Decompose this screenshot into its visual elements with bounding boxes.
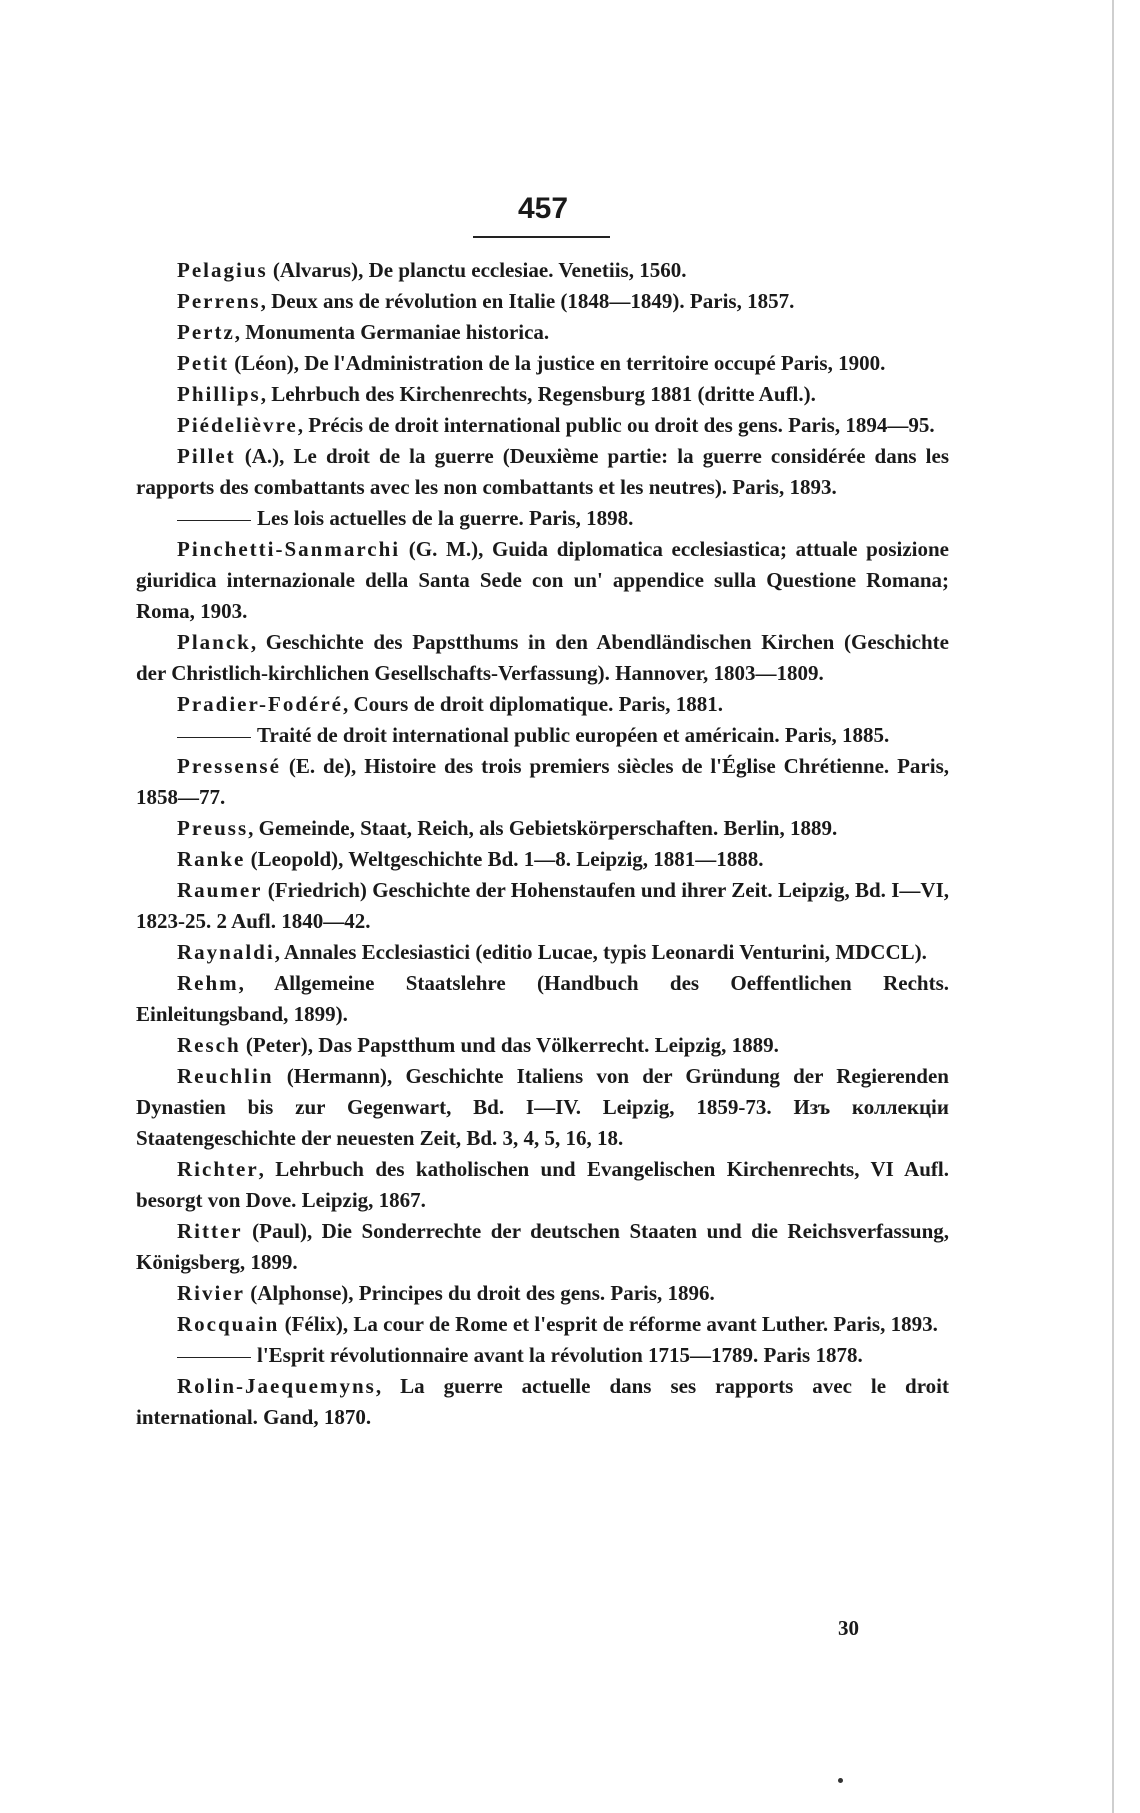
entry-author: Pressensé <box>177 754 281 778</box>
bibliography-entry <box>136 1154 949 1216</box>
bibliography-entry <box>136 348 949 379</box>
bibliography-entry <box>136 875 949 937</box>
entry-text: (Leopold), Weltgeschichte Bd. 1—8. Leipzig, 1881—1888. <box>245 847 764 871</box>
entry-author: Richter <box>177 1157 259 1181</box>
entry-author: Rocquain <box>177 1312 280 1336</box>
entry-author: Preuss <box>177 816 249 840</box>
entry-author: Pradier-Fodéré <box>177 692 343 716</box>
entry-text: (Friedrich) Geschichte der Hohenstaufen und ihrer Zeit. Leipzig, Bd. I—VI, 1823-25. 2 Aufl. 1840—42. <box>136 878 949 933</box>
bibliography-entry <box>136 317 949 348</box>
entry-text: (E. de), Histoire des trois premiers siècles de l'Église Chrétienne. Paris, 1858—77. <box>136 754 949 809</box>
page-edge-line <box>1112 0 1114 1813</box>
bibliography-entry <box>136 534 949 627</box>
entry-text: , Geschichte des Papstthums in den Abendländischen Kirchen (Geschichte der Christlich-kirchlichen Gesellschafts-Verfassung). Hannover, 1803—1809. <box>136 630 949 685</box>
entry-text: (Peter), Das Papstthum und das Völkerrecht. Leipzig, 1889. <box>240 1033 779 1057</box>
bibliography-entry <box>136 751 949 813</box>
bibliography-entry <box>136 844 949 875</box>
bibliography-list <box>136 255 949 1433</box>
entry-text: Les lois actuelles de la guerre. Paris, 1898. <box>257 506 634 530</box>
entry-text: , Lehrbuch des Kirchenrechts, Regensburg 1881 (dritte Aufl.). <box>260 382 816 406</box>
bibliography-entry <box>136 1216 949 1278</box>
entry-author: Planck <box>177 630 251 654</box>
bibliography-entry <box>136 1371 949 1433</box>
bibliography-entry <box>136 1030 949 1061</box>
entry-author: Rolin-Jaequemyns <box>177 1374 376 1398</box>
entry-author: Piédelièvre <box>177 413 298 437</box>
entry-text: , Monumenta Germaniae historica. <box>234 320 550 344</box>
ditto-dash <box>177 737 251 738</box>
bibliography-entry <box>136 286 949 317</box>
entry-author: Ritter <box>177 1219 243 1243</box>
entry-text: (Alvarus), De planctu ecclesiae. Venetiis, 1560. <box>267 258 687 282</box>
entry-text: (Léon), De l'Administration de la justice en territoire occupé Paris, 1900. <box>228 351 886 375</box>
entry-text: (A.), Le droit de la guerre (Deuxième partie: la guerre considérée dans les rapports des combattants avec les non combattants et les neutres). Paris, 1893. <box>136 444 949 499</box>
bibliography-entry <box>136 1278 949 1309</box>
bibliography-entry <box>136 937 949 968</box>
entry-text: Traité de droit international public européen et américain. Paris, 1885. <box>257 723 890 747</box>
entry-text: (Félix), La cour de Rome et l'esprit de réforme avant Luther. Paris, 1893. <box>279 1312 938 1336</box>
ditto-dash <box>177 520 251 521</box>
bibliography-entry <box>136 627 949 689</box>
bibliography-entry <box>136 255 949 286</box>
entry-author: Resch <box>177 1033 241 1057</box>
entry-author: Pinchetti-Sanmarchi <box>177 537 401 561</box>
bibliography-entry <box>136 968 949 1030</box>
bibliography-entry <box>136 813 949 844</box>
print-speck <box>838 1778 843 1783</box>
bibliography-entry <box>136 410 949 441</box>
entry-author: Rehm <box>177 971 239 995</box>
bibliography-entry <box>136 441 949 503</box>
bibliography-entry <box>136 720 949 751</box>
entry-author: Raumer <box>177 878 263 902</box>
entry-author: Phillips <box>177 382 261 406</box>
entry-text: (Hermann), Geschichte Italiens von der Gründung der Regierenden Dynastien bis zur Gegenwart, Bd. I—IV. Leipzig, 1859-73. Изъ коллекціи Staatengeschichte der neuesten Zeit, Bd. 3, 4, 5, 16, 18. <box>136 1064 949 1150</box>
bibliography-entry <box>136 503 949 534</box>
entry-author: Rivier <box>177 1281 245 1305</box>
entry-author: Pelagius <box>177 258 268 282</box>
entry-author: Perrens <box>177 289 261 313</box>
entry-text: , Cours de droit diplomatique. Paris, 1881. <box>343 692 723 716</box>
ditto-dash <box>177 1357 251 1358</box>
entry-author: Reuchlin <box>177 1064 274 1088</box>
entry-text: , Deux ans de révolution en Italie (1848—1849). Paris, 1857. <box>260 289 795 313</box>
entry-text: , Annales Ecclesiastici (editio Lucae, typis Leonardi Venturini, MDCCL). <box>274 940 927 964</box>
entry-author: Raynaldi <box>177 940 275 964</box>
entry-text: l'Esprit révolutionnaire avant la révolution 1715—1789. Paris 1878. <box>257 1343 863 1367</box>
bibliography-entry <box>136 1340 949 1371</box>
entry-text: (Paul), Die Sonderrechte der deutschen Staaten und die Reichsverfassung, Königsberg, 1899. <box>136 1219 949 1274</box>
entry-author: Ranke <box>177 847 246 871</box>
bibliography-entry <box>136 1061 949 1154</box>
entry-text: , Précis de droit international public ou droit des gens. Paris, 1894—95. <box>297 413 935 437</box>
bibliography-entry <box>136 1309 949 1340</box>
bibliography-entry <box>136 379 949 410</box>
entry-text: (Alphonse), Principes du droit des gens. Paris, 1896. <box>244 1281 715 1305</box>
page-number: 457 <box>517 192 569 225</box>
entry-author: Pertz <box>177 320 235 344</box>
entry-author: Pillet <box>177 444 236 468</box>
page-number-rule <box>473 236 610 238</box>
entry-text: , Lehrbuch des katholischen und Evangelischen Kirchenrechts, VI Aufl. besorgt von Dove. Leipzig, 1867. <box>136 1157 949 1212</box>
entry-text: , Gemeinde, Staat, Reich, als Gebietskörperschaften. Berlin, 1889. <box>248 816 838 840</box>
bibliography-entry <box>136 689 949 720</box>
entry-text: (G. M.), Guida diplomatica ecclesiastica; attuale posizione giuridica internazionale della Santa Sede con un' appendice sulla Questione Romana; Roma, 1903. <box>136 537 949 623</box>
entry-text: , La guerre actuelle dans ses rapports avec le droit international. Gand, 1870. <box>136 1374 949 1429</box>
entry-author: Petit <box>177 351 229 375</box>
printer-signature: 30 <box>838 1616 859 1640</box>
entry-text: , Allgemeine Staatslehre (Handbuch des Oeffentlichen Rechts. Einleitungsband, 1899). <box>136 971 949 1026</box>
